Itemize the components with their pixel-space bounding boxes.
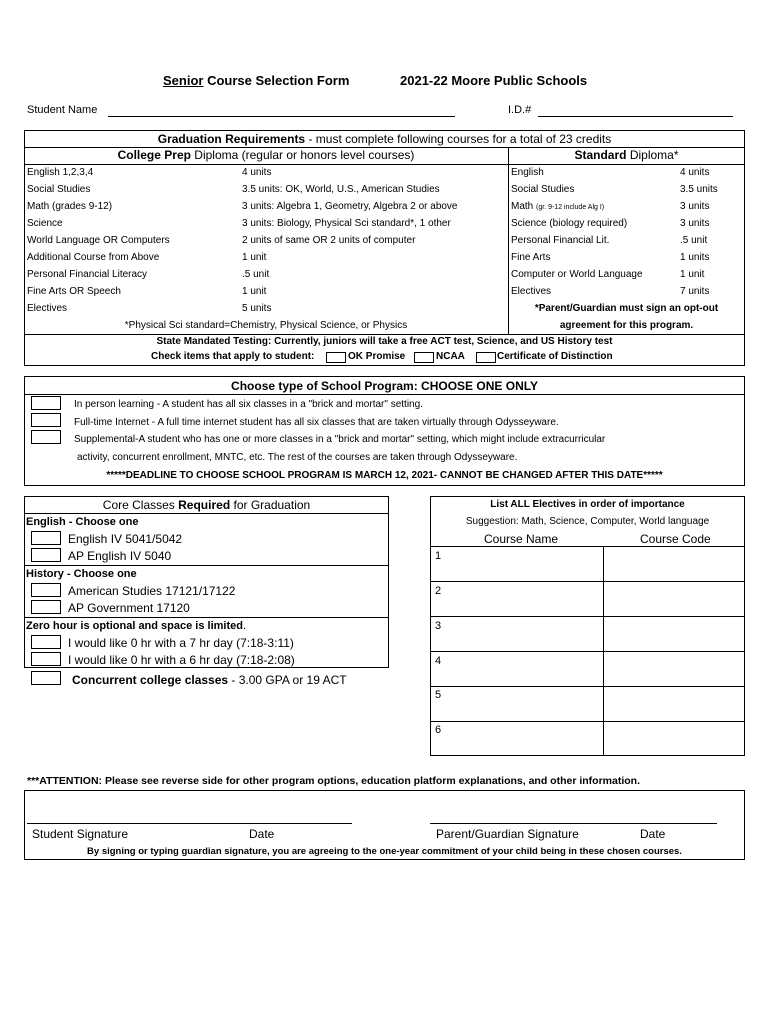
- standard-subject: Electives: [511, 286, 552, 297]
- concurrent-checkbox[interactable]: [31, 671, 61, 685]
- college-req: 3.5 units: OK, World, U.S., American Studies: [242, 184, 440, 195]
- check-label: Check items that apply to student:: [151, 351, 315, 362]
- id-label: I.D.#: [508, 104, 532, 116]
- parent-date-label: Date: [640, 827, 666, 841]
- college-req: 3 units: Algebra 1, Geometry, Algebra 2 or above: [242, 201, 458, 212]
- college-subject: Social Studies: [27, 184, 91, 195]
- standard-subject: Personal Financial Lit.: [511, 235, 610, 246]
- english-iv-checkbox[interactable]: [31, 531, 61, 545]
- full-time-internet-checkbox[interactable]: [31, 413, 61, 427]
- zero-hour-6hr-option: I would like 0 hr with a 6 hr day (7:18-2:08): [68, 653, 295, 667]
- student-signature-field[interactable]: [27, 823, 352, 824]
- history-heading: History - Choose one: [26, 568, 137, 580]
- college-subject: Math (grades 9-12): [27, 201, 113, 212]
- college-subject: English 1,2,3,4: [27, 167, 94, 178]
- college-subject: World Language OR Computers: [27, 235, 170, 246]
- electives-heading: List ALL Electives in order of importance: [490, 499, 685, 510]
- course-name-header: Course Name: [484, 532, 559, 546]
- college-req: 1 unit: [242, 286, 267, 297]
- id-field[interactable]: [538, 116, 733, 117]
- standard-req: 3 units: [680, 218, 710, 229]
- graduation-heading: Graduation Requirements - must complete following courses for a total of 23 credits: [157, 132, 612, 146]
- standard-req: 3 units: [680, 201, 710, 212]
- elective-name-cell[interactable]: [446, 547, 602, 580]
- standard-req: 3.5 units: [680, 184, 718, 195]
- college-subject: Additional Course from Above: [27, 252, 160, 263]
- agreement-notice: By signing or typing guardian signature, you are agreeing to the one-year commitment of your child being in these chosen courses.: [87, 846, 682, 857]
- college-subject: Personal Financial Literacy: [27, 269, 148, 280]
- full-time-internet-option: Full-time Internet - A full time internet student has all six classes that are taken virtually through Odysseyware.: [74, 417, 559, 428]
- elective-row-number: 3: [435, 620, 442, 632]
- school-year-title: 2021-22 Moore Public Schools: [400, 73, 588, 88]
- zero-hour-6hr-checkbox[interactable]: [31, 652, 61, 666]
- ap-english-checkbox[interactable]: [31, 548, 61, 562]
- course-code-header: Course Code: [640, 532, 711, 546]
- ok-promise-checkbox[interactable]: [326, 352, 346, 363]
- standard-subject: Social Studies: [511, 184, 575, 195]
- standard-req: .5 unit: [680, 235, 708, 246]
- supplemental-option: Supplemental-A student who has one or more classes in a "brick and mortar" setting, which might include extracurricular: [74, 434, 606, 445]
- standard-subject: Fine Arts: [511, 252, 551, 263]
- in-person-checkbox[interactable]: [31, 396, 61, 410]
- english-heading: English - Choose one: [26, 516, 139, 528]
- standard-req: 7 units: [680, 286, 710, 297]
- parent-signature-field[interactable]: [430, 823, 717, 824]
- ok-promise-label: OK Promise: [348, 351, 406, 362]
- student-name-label: Student Name: [27, 104, 98, 116]
- attention-notice: ***ATTENTION: Please see reverse side for other program options, education platform explanations, and other information.: [27, 775, 641, 787]
- ap-english-option: AP English IV 5040: [68, 549, 172, 563]
- zero-hour-7hr-option: I would like 0 hr with a 7 hr day (7:18-3:11): [68, 636, 294, 650]
- certificate-checkbox[interactable]: [476, 352, 496, 363]
- optout-note-line1: *Parent/Guardian must sign an opt-out: [534, 303, 719, 314]
- ap-government-option: AP Government 17120: [68, 601, 190, 615]
- college-req: 3 units: Biology, Physical Sci standard*, 1 other: [242, 218, 451, 229]
- ncaa-checkbox[interactable]: [414, 352, 434, 363]
- concurrent-option: Concurrent college classes - 3.00 GPA or 19 ACT: [72, 673, 347, 687]
- standard-req: 1 units: [680, 252, 710, 263]
- deadline-notice: *****DEADLINE TO CHOOSE SCHOOL PROGRAM IS MARCH 12, 2021- CANNOT BE CHANGED AFTER THIS DATE*****: [106, 470, 663, 481]
- zero-hour-heading: Zero hour is optional and space is limited.: [26, 620, 247, 632]
- student-name-field[interactable]: [108, 116, 455, 117]
- standard-subject: Computer or World Language: [511, 269, 643, 280]
- electives-suggestion: Suggestion: Math, Science, Computer, World language: [465, 516, 710, 527]
- program-heading: Choose type of School Program: CHOOSE ONE ONLY: [231, 379, 538, 393]
- zero-hour-7hr-checkbox[interactable]: [31, 635, 61, 649]
- standard-heading: Standard Diploma*: [574, 148, 679, 162]
- in-person-option: In person learning - A student has all six classes in a "brick and mortar" setting.: [74, 399, 423, 410]
- core-heading: Core Classes Required for Graduation: [102, 498, 311, 512]
- standard-req: 4 units: [680, 167, 710, 178]
- elective-row-number: 5: [435, 689, 442, 701]
- english-iv-option: English IV 5041/5042: [68, 532, 183, 546]
- optout-note-line2: agreement for this program.: [559, 320, 694, 331]
- student-date-label: Date: [249, 827, 275, 841]
- supplemental-checkbox[interactable]: [31, 430, 61, 444]
- elective-row-number: 6: [435, 724, 442, 736]
- college-prep-heading: College Prep Diploma (regular or honors level courses): [117, 148, 415, 162]
- supplemental-option-cont: activity, concurrent enrollment, MNTC, etc. The rest of the courses are taken through Odysseyware.: [77, 452, 518, 463]
- standard-req: 1 unit: [680, 269, 705, 280]
- elective-code-cell[interactable]: [604, 547, 744, 580]
- testing-line: State Mandated Testing: Currently, juniors will take a free ACT test, Science, and US History test: [156, 336, 613, 347]
- elective-row-number: 4: [435, 655, 442, 667]
- elective-row-number: 2: [435, 585, 442, 597]
- student-signature-label: Student Signature: [32, 827, 129, 841]
- certificate-label: Certificate of Distinction: [497, 351, 613, 362]
- parent-signature-label: Parent/Guardian Signature: [436, 827, 579, 841]
- college-subject: Science: [27, 218, 63, 229]
- college-req: 1 unit: [242, 252, 267, 263]
- college-req: 4 units: [242, 167, 272, 178]
- college-subject: Fine Arts OR Speech: [27, 286, 121, 297]
- college-req: 2 units of same OR 2 units of computer: [242, 235, 416, 246]
- form-title: Senior Course Selection Form: [163, 73, 350, 88]
- college-subject: Electives: [27, 303, 68, 314]
- standard-subject: English: [511, 167, 544, 178]
- standard-subject: Math (gr. 9-12 include Alg I): [511, 201, 605, 212]
- college-req: .5 unit: [242, 269, 270, 280]
- physical-sci-note: *Physical Sci standard=Chemistry, Physical Science, or Physics: [124, 320, 408, 331]
- standard-subject: Science (biology required): [511, 218, 628, 229]
- college-req: 5 units: [242, 303, 272, 314]
- american-studies-checkbox[interactable]: [31, 583, 61, 597]
- elective-row-number: 1: [435, 550, 442, 562]
- ap-government-checkbox[interactable]: [31, 600, 61, 614]
- american-studies-option: American Studies 17121/17122: [68, 584, 236, 598]
- ncaa-label: NCAA: [436, 351, 465, 362]
